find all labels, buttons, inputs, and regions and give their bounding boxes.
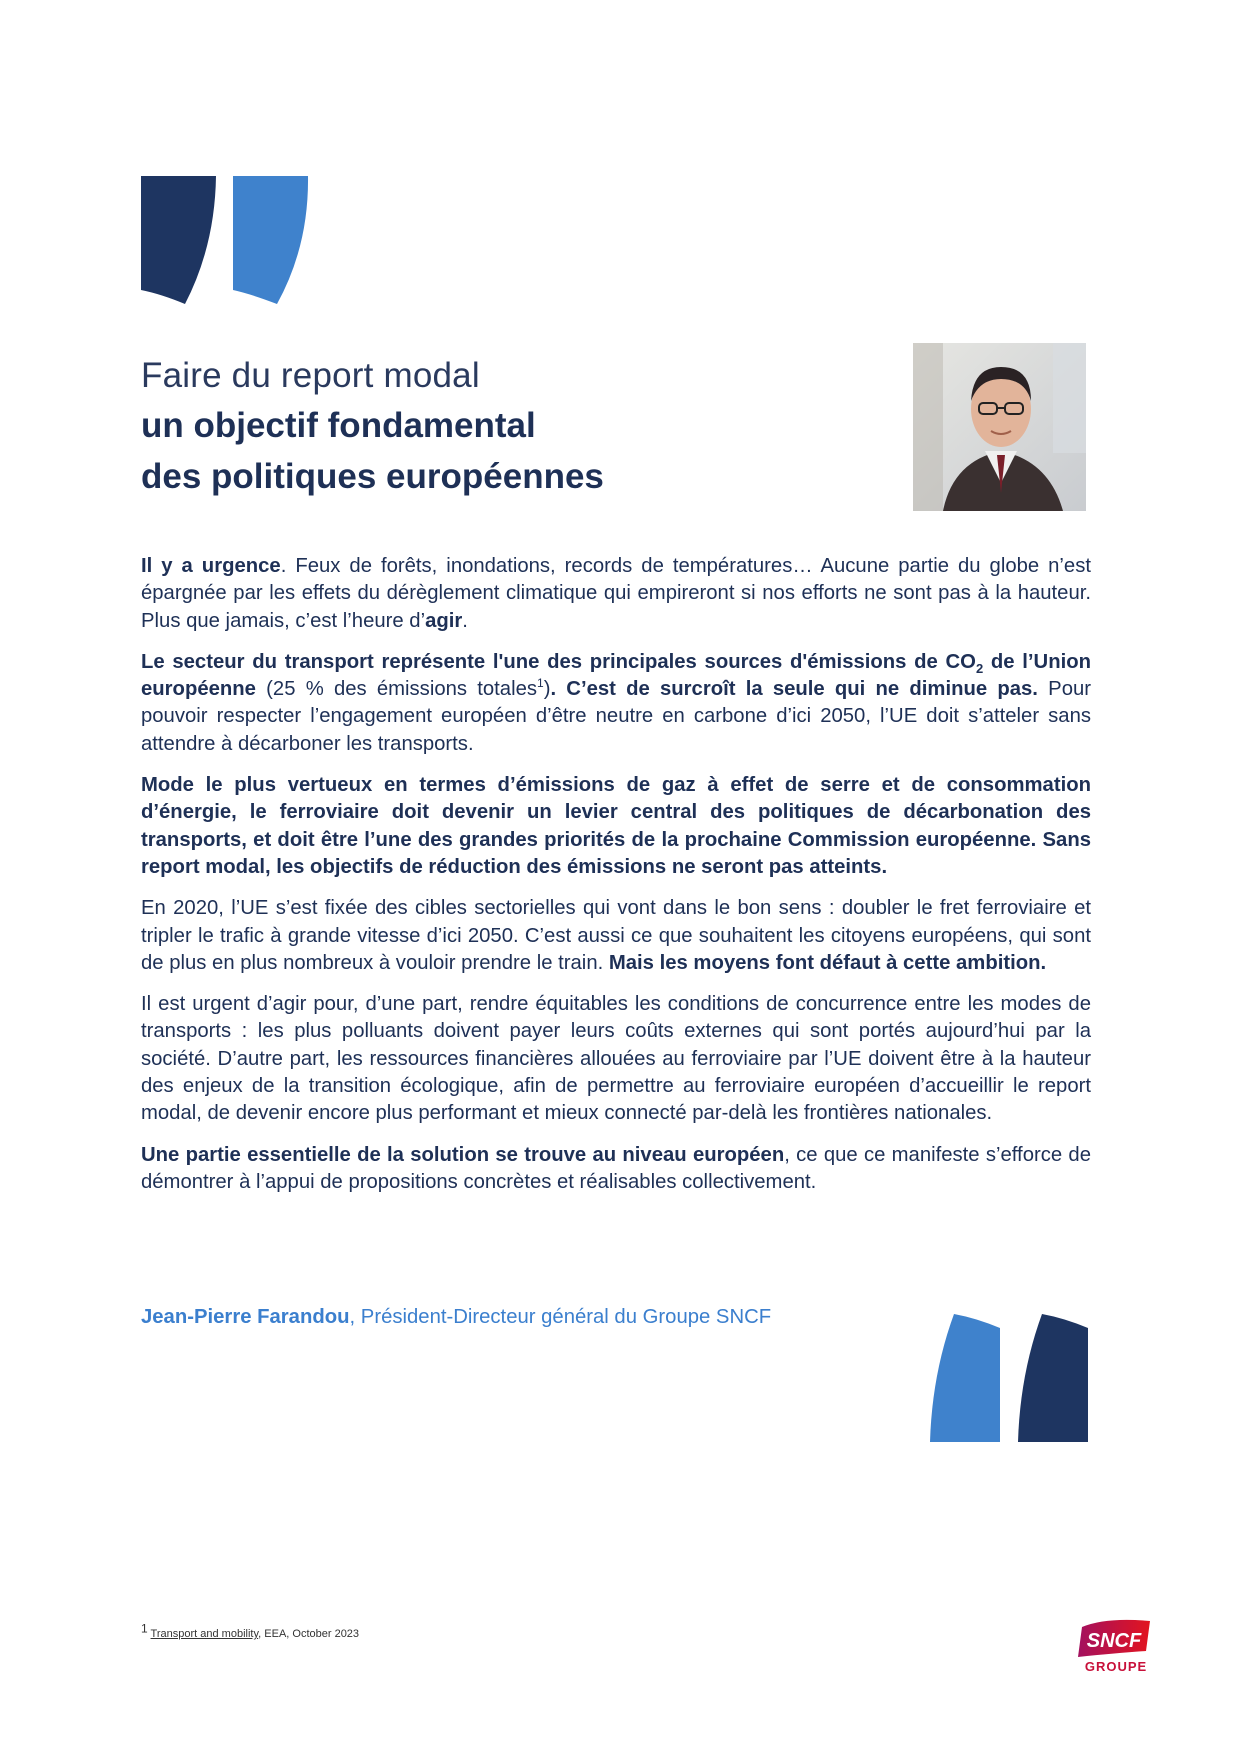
logo-sub: GROUPE [1084, 1659, 1148, 1674]
p2-text-c: Pour pouvoir respecter l’engagement européen d’être neutre en carbone d’ici 2050, l’UE doit s’atteler sans attendre à décarboner les transports. [141, 678, 1092, 755]
p5-text: Il est urgent d’agir pour, d’une part, rendre équitables les conditions de concurrence entre les modes de transports : les plus polluants doivent payer leurs coûts externes qui sont portés aujourd’hui par la société. D’autre part, les ressources financières allouées au ferroviaire par l’UE doivent être à la hauteur des enjeux de la transition écologique, afin de permettre au ferroviaire européen d’accueillir le report modal, de devenir encore plus performant et mieux connecté par-delà les frontières nationales. [141, 993, 1091, 1125]
signature-role: , Président-Directeur général du Groupe SNCF [349, 1306, 772, 1328]
paragraph-2 [141, 649, 1091, 758]
paragraph-1 [141, 553, 1091, 635]
body-text [141, 553, 1091, 1210]
paragraph-5 [141, 991, 1091, 1127]
signature [141, 1306, 771, 1329]
p1-text: . Feux de forêts, inondations, records de températures… Aucune partie du globe n’est épargnée par les effets du dérèglement climatique qui empireront si nos efforts ne sont pas à la hauteur. Plus que jamais, c’est l’heure d’ [141, 555, 1091, 632]
p2-text-a: (25 % des émissions totales [255, 678, 537, 701]
p1-end: . [462, 609, 468, 632]
closing-quote-icon [930, 1314, 1088, 1442]
p2-bold-c: . C’est de surcroît la seule qui ne diminue pas. [550, 678, 1038, 701]
title-line-1: Faire du report modal [141, 356, 480, 395]
portrait-photo [913, 343, 1086, 511]
sncf-groupe-logo [1076, 1615, 1156, 1675]
footnote-link[interactable]: Transport and mobility [150, 1628, 259, 1640]
p2-bold-a: Le secteur du transport représente l'une des principales sources d'émissions de CO [141, 650, 976, 673]
paragraph-6 [141, 1142, 1091, 1197]
quote-mark-light [233, 176, 308, 304]
title-line-3: des politiques européennes [141, 457, 604, 496]
p1-bold-end: agir [425, 609, 463, 632]
paragraph-3 [141, 772, 1091, 881]
p6-bold: Une partie essentielle de la solution se trouve au niveau européen [141, 1143, 785, 1166]
p2-bold-b: de l’Union européenne [141, 650, 1091, 701]
footnote [141, 1621, 360, 1640]
paragraph-4 [141, 895, 1091, 977]
p4-text: En 2020, l’UE s’est fixée des cibles sectorielles qui vont dans le bon sens : doubler le fret ferroviaire et tripler le trafic à grande vitesse d’ici 2050. C’est aussi ce que souhaitent les citoyens européens, qui sont de plus en plus nombreux à vouloir prendre le train. [141, 897, 1091, 974]
quote-mark-dark [1018, 1314, 1088, 1442]
footnote-ref: 1 [537, 676, 544, 691]
opening-quote-icon [141, 176, 309, 304]
title-line-2: un objectif fondamental [141, 406, 536, 445]
quote-mark-dark [141, 176, 216, 304]
p2-text-b: ) [543, 678, 551, 701]
footnote-source: , EEA, October 2023 [258, 1628, 360, 1640]
footnote-number: 1 [141, 1621, 148, 1636]
logo-brand: SNCF [1086, 1630, 1142, 1652]
p4-bold: Mais les moyens font défaut à cette ambition. [608, 951, 1047, 974]
signature-name: Jean-Pierre Farandou [141, 1306, 350, 1328]
p3-bold: Mode le plus vertueux en termes d’émissions de gaz à effet de serre et de consommation d’énergie, le ferroviaire doit devenir un levier central des politiques de décarbonation des transports, et doit être l’une des grandes priorités de la prochaine Commission européenne. Sans report modal, les objectifs de réduction des émissions ne seront pas atteints. [141, 774, 1091, 878]
page-title [141, 352, 841, 502]
quote-mark-light [930, 1314, 1000, 1442]
p1-bold-lead: Il y a urgence [141, 555, 281, 577]
p2-subscript: 2 [975, 660, 984, 676]
p6-text: , ce que ce manifeste s’efforce de démontrer à l’appui de propositions concrètes et réalisables collectivement. [141, 1143, 1091, 1193]
